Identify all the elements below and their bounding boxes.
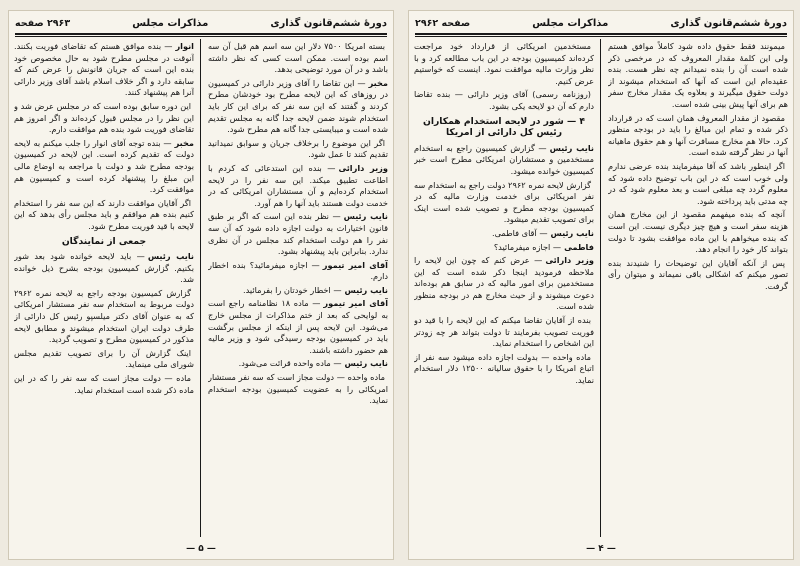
speech: — بنده موافق هستم که تقاضای فوریت بکنند. آنوقت در مجلس مطرح شود به حال مخصوص خود بنده این است که جریان قانونش را عرض کنم که سابقه دارد و اگر خلاف اسلام باشد آقای وزیر دارائی آنرا هم پیشنهاد کنند. — [14, 41, 194, 98]
speech: — بنده توجه آقای انوار را جلب میکنم به لایحه دولت که تقدیم کرده است. این لایحه در کمیسیون بودجه مطرح شد و دولت با مراجعه به اوضاع مالی این مبلغ را پیشنهاد کرده است و کمیسیون هم موافقت کرد. — [14, 137, 194, 195]
text-column-right — [608, 41, 788, 537]
paragraph — [208, 78, 388, 136]
paragraph — [608, 41, 788, 111]
speech: — اجازه میفرمائید؟ بنده اخطار دارم. — [208, 259, 388, 282]
speech: ماده واحده — بدولت اجازه داده میشود سه نفر از اتباع امریکا را با حقوق سالیانه ۱۲۵۰۰ دلار استخدام نماید. — [414, 351, 594, 386]
speech: — نظر بنده این است که اگر بر طبق قانون اختیارات به دولت اجازه داده شود که آن سه نفر را هم دولت استخدام کند مجلس در آن نظری ندارد. بنابراین باید پیشنهاد بشود. — [208, 211, 388, 257]
speaker: نایب رئیس — [343, 211, 388, 222]
page-right — [408, 10, 794, 560]
page-left — [8, 10, 394, 560]
column-divider — [600, 39, 601, 537]
speaker: نایب رئیس — [344, 284, 388, 295]
paragraph — [414, 89, 594, 112]
speech: اگر این موضوع را برخلاف جریان و سوابق نمیدانید تقدیم کنند تا عمل شود. — [208, 137, 388, 160]
speech: — اخطار خودتان را بفرمائید. — [243, 284, 342, 295]
paragraph — [14, 198, 194, 233]
paragraph — [608, 209, 788, 255]
header-title: مذاکرات مجلس — [532, 17, 609, 29]
speaker: آقای امیر تیمور — [322, 259, 388, 270]
text-column-right — [208, 41, 388, 537]
speech: — اجازه میفرمائید؟ — [493, 241, 562, 252]
paragraph — [14, 348, 194, 371]
speech: — آقای فاطمی. — [491, 227, 548, 238]
paragraph — [208, 163, 388, 209]
paragraph — [14, 251, 194, 286]
speaker: آقای امیر تیمور — [323, 298, 388, 309]
paragraph — [208, 298, 388, 356]
speech: اگر اینطور باشد که آقا میفرمایند بنده عرضی ندارم ولی خوب است که در این باب توضیح داده شود که معلوم گردد چه مبلغی است و بعد معلوم شود که در چه مدتی باید پرداخته شود. — [608, 160, 788, 206]
speech: — بنده این استدعائی که کردم با اطاعت تطبیق میکند. این سه نفر را در لایحه استخدام کرده‌ایم و آن مستشاران امریکائی که در خدمت دولت هستند باید آنها را هم آورد. — [208, 162, 388, 208]
header-page-number: صفحه ۲۹۶۲ — [415, 17, 471, 29]
speech: مقصود از مقدار المعروف همان است که در قرارداد ذکر شده و تمام این مبالغ را باید در بودجه منظور کرد. حالا هم مخارج مسافرت آنها و هم حقوق ماهیانه آنها در نظر گرفته شده است. — [608, 112, 788, 158]
paragraph — [414, 143, 594, 178]
speaker: فاطمی — [564, 241, 594, 252]
speaker: مخبر — [174, 137, 194, 148]
text-column-left — [14, 41, 194, 537]
speech: (روزنامه رسمی) آقای وزیر دارائی — بنده تقاضا دارم که آن دو لایحه یکی بشود. — [414, 89, 594, 111]
speaker: نایب رئیس — [344, 358, 388, 369]
header-title: مذاکرات مجلس — [132, 17, 209, 29]
paragraph — [208, 372, 388, 407]
speech: این دوره سابق بوده است که در مجلس عرض شد و این نظر را در مجلس قبول کرده‌اند و اگر امروز هم تقاضای فوریت شود بنده هم موافقت دارم. — [14, 100, 194, 135]
header-rule-thin — [415, 36, 787, 37]
paragraph — [608, 258, 788, 293]
speech: بسته امریکا ۷۵۰۰ دلار این سه اسم هم قبل آن سه اسم بوده است. ممکن است کسی که نظر داشته باشد و در آن مورد توضیحی بدهد. — [208, 41, 388, 75]
paragraph — [208, 358, 388, 370]
speaker: وزیر دارائی — [545, 255, 594, 266]
paragraph — [14, 288, 194, 346]
paragraph — [208, 138, 388, 161]
paragraph — [414, 180, 594, 226]
speaker: نایب رئیس — [147, 251, 194, 262]
speech: — گزارش کمیسیون راجع به استخدام مستخدمین و مستشاران امریکائی مطرح است خبر کمیسیون خوانده میشود. — [414, 142, 594, 176]
header-session: دورۀ ششم‌قانون گذاری — [670, 17, 787, 29]
text-column-left — [414, 41, 594, 537]
header-rule — [415, 33, 787, 35]
paragraph — [208, 211, 388, 257]
paragraph — [14, 101, 194, 136]
paragraph — [414, 41, 594, 87]
speech: اینک گزارش آن را برای تصویب تقدیم مجلس شورای ملی مینماید. — [14, 347, 194, 370]
speech: ماده — دولت مجاز است که سه نفر را که در این ماده ذکر شده است استخدام نماید. — [14, 373, 194, 395]
speech: گزارش لایحه نمره ۲۹۶۲ دولت راجع به استخدام سه نفر امریکائی برای خدمت وزارت مالیه که در کمیسیون بودجه مطرح و تصویب شده است اینک برای تصویب تقدیم میشود. — [414, 179, 594, 225]
paragraph — [208, 285, 388, 297]
speech: اگر آقایان موافقت دارند که این سه نفر را استخدام کنیم بنده هم موافقم و باید مجلس رأی بدهد که این لایحه با قید فوریت مطرح شود. — [14, 197, 194, 231]
speaker: نایب رئیس — [549, 142, 594, 153]
speaker: انوار — [175, 41, 194, 51]
paragraph — [414, 255, 594, 313]
paragraph — [414, 315, 594, 350]
speech: — ماده ۱۸ نظامنامه راجع است به لوایحی که بعد از ختم مذاکرات از مجلس خارج می‌شود. این لایحه پس از اینکه از مجلس برگشت باید در کمیسیون بودجه رسیدگی شود و وزیر مالیه هم حضور داشته باشند. — [208, 298, 388, 355]
speech: — این تقاضا را آقای وزیر دارائی در کمیسیون در روزهای که این لایحه مطرح بود خودشان مطرح کردند و گفتند که این سه نفر که برای این کار باید استخدام شوند ضمن لایحه جدا گانه به مجلس تقدیم شده است و میبایستی جدا گانه هم مطرح شود. — [208, 77, 388, 135]
speaker: مخبر — [368, 77, 388, 88]
header-session: دورۀ ششم‌قانون گذاری — [270, 17, 387, 29]
paragraph — [208, 260, 388, 283]
speech: ماده واحده — دولت مجاز است که سه نفر مستشار امریکائی را به عضویت کمیسیون بودجه استخدام نماید. — [208, 372, 388, 406]
paragraph — [14, 138, 194, 196]
paragraph — [208, 41, 388, 76]
speaker: وزیر دارائی — [338, 162, 388, 173]
header-page-number: ۲۹۶۳ صفحه — [15, 17, 71, 29]
paragraph — [414, 242, 594, 254]
speech: — باید لایحه خوانده شود بعد شور بکنیم. گزارش کمیسیون بودجه بشرح ذیل خوانده شد. — [14, 251, 194, 285]
speech: — عرض کنم که چون این لایحه را ملاحظه فرمودید اینجا ذکر شده است که این مستخدمین برای امور مالیه که در سابق هم بوده‌اند دعوت میشوند و از حیث مخارج هم در بودجه منظور شده است. — [414, 255, 594, 312]
paragraph — [14, 373, 194, 396]
paragraph — [608, 161, 788, 207]
speaker: نایب رئیس — [550, 227, 594, 238]
paragraph — [14, 41, 194, 99]
page-header — [15, 15, 387, 31]
column-divider — [200, 39, 201, 537]
speech: — ماده واحده قرائت می‌شود. — [238, 358, 342, 369]
speech: گزارش کمیسیون بودجه راجع به لایحه نمره ۲۹۶۲ دولت مربوط به استخدام سه نفر مستشار امریکائی که به عنوان آقای دکتر میلسپو رئیس کل دارائی از طرف دولت ایران استخدام میشوند و مطابق لایحه مذکور در کمیسیون مطرح و تصویب گردید. — [14, 287, 194, 345]
header-rule-thin — [15, 36, 387, 37]
page-footer-number: — ۵ — — [186, 544, 216, 554]
paragraph — [414, 352, 594, 387]
paragraph — [414, 228, 594, 240]
header-rule — [15, 33, 387, 35]
paragraph — [608, 113, 788, 159]
section-heading: جمعی از نمایندگان — [61, 235, 147, 247]
speech: مستخدمین امریکائی از قرارداد خود مراجعت کرده‌اند کمیسیون بودجه در این باب مطالعه کرد و با نظر وزارت مالیه موافقت نمود. اینست که خواستیم عرض کنیم. — [414, 41, 594, 86]
speech: میمونند فقط حقوق داده شود کاملاً موافق هستم ولی این کلمهٔ مقدار المعروف که در مرخصی ذکر شده است آن را بنده نمیدانم چه نظر هست. بنده عقیده‌ام این است که آنها که استخدام میشوند از دولت حقوق میگیرند و بعلاوه یک مقدار مخارج سفر هم برای آنها پیش بینی شده است. — [608, 41, 788, 109]
section-heading: ۴ — شور در لایحه استخدام همکاران رئیس کل دارائی از امریکا — [423, 115, 585, 139]
speech: آنچه که بنده میفهمم مقصود از این مخارج همان هزینه سفر است و هیچ چیز دیگری نیست. این است که بنده میخواهم با این ماده موافقت بشود تا دولت بتواند کار خود را انجام دهد. — [608, 209, 788, 255]
speech: بنده از آقایان تقاضا میکنم که این لایحه را با قید دو فوریت تصویب بفرمایند تا دولت بتواند هر چه زودتر این اشخاص را استخدام نماید. — [414, 315, 594, 349]
page-header — [415, 15, 787, 31]
speech: پس از آنکه آقایان این توضیحات را شنیدند بنده تصور میکنم که اشکالی باقی نمیماند و میتوان رأی گرفت. — [608, 257, 788, 291]
page-footer-number: — ۴ — — [586, 544, 616, 554]
